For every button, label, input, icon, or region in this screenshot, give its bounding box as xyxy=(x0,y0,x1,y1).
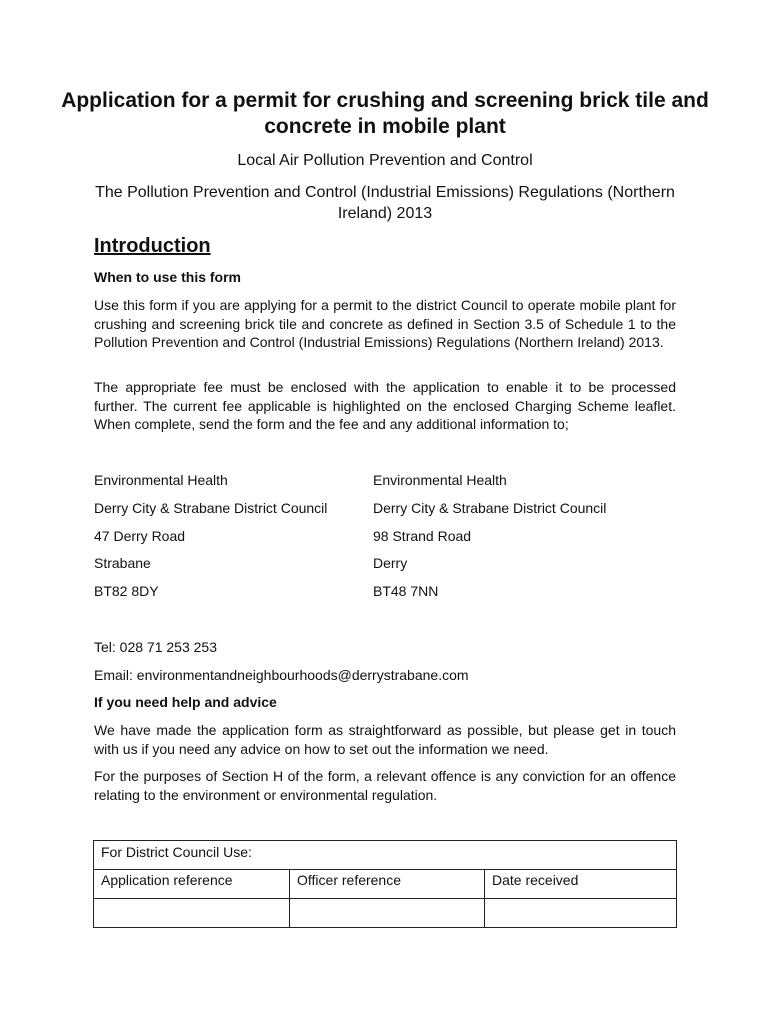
address-1-line-4: Strabane xyxy=(94,555,151,571)
council-use-column-row xyxy=(94,870,677,899)
council-use-table xyxy=(93,840,677,928)
help-paragraph-2: For the purposes of Section H of the form, a relevant offence is any conviction for an offence relating to the environment or environmental regulation. xyxy=(94,768,676,803)
address-1-line-3: 47 Derry Road xyxy=(94,528,186,544)
address-2-line-2: Derry City & Strabane District Council xyxy=(373,500,607,516)
email-line: Email: environmentandneighbourhoods@derrystrabane.com xyxy=(94,667,469,683)
council-use-value-row xyxy=(94,899,677,928)
application-reference-field[interactable] xyxy=(94,899,290,928)
regulations-title: The Pollution Prevention and Control (Industrial Emissions) Regulations (Northern Ireland) 2013 xyxy=(95,184,675,222)
officer-reference-field[interactable] xyxy=(290,899,485,928)
address-1-line-2: Derry City & Strabane District Council xyxy=(94,500,328,516)
help-paragraph-1: We have made the application form as straightforward as possible, but please get in touch with us if you need any advice on how to set out the information we need. xyxy=(94,722,676,757)
date-received-field[interactable] xyxy=(485,899,677,928)
intro-paragraph-1: Use this form if you are applying for a permit to the district Council to operate mobile plant for crushing and screening brick tile and concrete as defined in Section 3.5 of Schedule 1 to the Pollution Prevention and Control (Industrial Emissions) Regulations (Northern Ireland) 2013. xyxy=(94,297,676,350)
address-1-line-1: Environmental Health xyxy=(94,472,228,488)
council-use-header: For District Council Use: xyxy=(94,841,677,870)
address-2-line-1: Environmental Health xyxy=(373,472,507,488)
document-subtitle: Local Air Pollution Prevention and Control xyxy=(237,152,533,169)
document-title: Application for a permit for crushing and screening brick tile and concrete in mobile plant xyxy=(61,89,709,138)
application-reference-label: Application reference xyxy=(94,870,290,899)
date-received-label: Date received xyxy=(485,870,677,899)
address-2-line-5: BT48 7NN xyxy=(373,583,439,599)
telephone-line: Tel: 028 71 253 253 xyxy=(94,639,217,655)
when-to-use-heading: When to use this form xyxy=(94,269,241,285)
officer-reference-label: Officer reference xyxy=(290,870,485,899)
council-use-header-row xyxy=(94,841,677,870)
help-heading: If you need help and advice xyxy=(94,694,277,710)
address-2-line-3: 98 Strand Road xyxy=(373,528,472,544)
introduction-heading: Introduction xyxy=(94,235,211,257)
address-1-line-5: BT82 8DY xyxy=(94,583,159,599)
address-2-line-4: Derry xyxy=(373,555,408,571)
intro-paragraph-2: The appropriate fee must be enclosed with the application to enable it to be processed further. The current fee applicable is highlighted on the enclosed Charging Scheme leaflet. When complete, send the form and the fee and any additional information to; xyxy=(94,379,676,432)
